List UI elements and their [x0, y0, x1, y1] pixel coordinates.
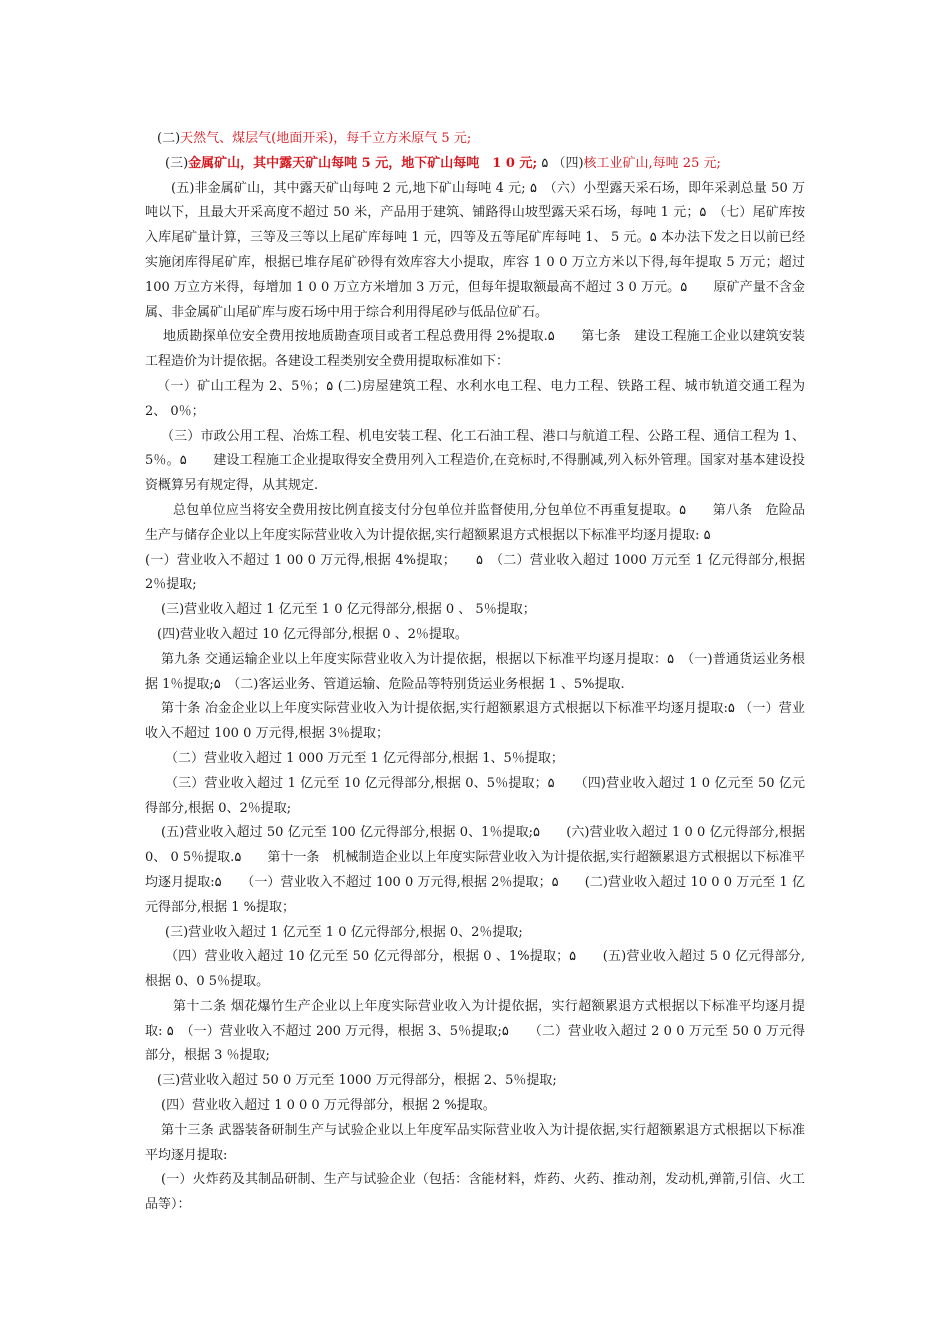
paragraph-text: (三) [165, 155, 189, 171]
paragraph [145, 177, 805, 326]
paragraph [145, 772, 805, 822]
paragraph [145, 1119, 805, 1169]
paragraph [145, 549, 805, 599]
paragraph-text: ۵ （四) [537, 155, 584, 171]
paragraph-text: (三)营业收入超过 50 0 万元至 1000 万元得部分，根据 2、5％提取; [157, 1073, 557, 1089]
paragraph [145, 1094, 805, 1119]
paragraph-text: （一）矿山工程为 2、5％；۵ (二)房屋建筑工程、水利水电工程、电力工程、铁路工程、城市轨道交通工程为 2、 0％； [145, 378, 805, 419]
paragraph [145, 152, 805, 177]
paragraph-text: (二) [157, 131, 181, 146]
paragraph [145, 921, 805, 946]
document-body [145, 127, 805, 1218]
paragraph [145, 375, 805, 425]
paragraph [145, 623, 805, 648]
paragraph-text: 第十条 冶金企业以上年度实际营业收入为计提依据,实行超额累退方式根据以下标准平均逐月提取:۵ （一）营业收入不超过 100 0 万元得,根据 3％提取； [145, 701, 805, 742]
paragraph-text: 第九条 交通运输企业以上年度实际营业收入为计提依据，根据以下标准平均逐月提取：۵ （一)普通货运业务根据 1％提取;۵ （二)客运业务、管道运输、危险品等特别货运业务根据 1 、5%提取. [145, 651, 805, 692]
paragraph-text: 第十三条 武器装备研制生产与试验企业以上年度军品实际营业收入为计提依据,实行超额累退方式根据以下标准平均逐月提取: [145, 1122, 805, 1163]
paragraph-text: 地质勘探单位安全费用按地质勘查项目或者工程总费用得 2%提取.۵ 第七条 建设工程施工企业以建筑安装工程造价为计提依据。各建设工程类别安全费用提取标准如下： [145, 329, 805, 370]
paragraph-text: 总包单位应当将安全费用按比例直接支付分包单位并监督使用,分包单位不再重复提取。۵ 第八条 危险品生产与储存企业以上年度实际营业收入为计提依据,实行超额累退方式根据以下标准平均逐月提取: ۵ [145, 502, 805, 543]
paragraph [145, 325, 805, 375]
highlighted-text: 金属矿山，其中露天矿山每吨 5 元，地下矿山每吨 1 0 元; [188, 155, 538, 171]
paragraph-text: (三)营业收入超过 1 亿元至 1 0 亿元得部分,根据 0 、 5％提取； [161, 602, 536, 618]
paragraph-text: (一）火炸药及其制品研制、生产与试验企业（包括：含能材料，炸药、火药、推动剂，发动机,弹箭,引信、火工品等）： [145, 1172, 805, 1213]
paragraph [145, 945, 805, 995]
paragraph-text: （四）营业收入超过 10 亿元至 50 亿元得部分，根据 0 、1%提取；۵ (五)营业收入超过 5 0 亿元得部分,根据 0、0 5％提取。 [145, 949, 805, 990]
paragraph [145, 425, 805, 499]
paragraph-text: 第十二条 烟花爆竹生产企业以上年度实际营业收入为计提依据，实行超额累退方式根据以下标准平均逐月提取: ۵ （一）营业收入不超过 200 万元得，根据 3、5％提取;۵ （二）营业收入超过 2 0 0 万元至 50 0 万元得部分，根据 3 ％提取; [145, 998, 805, 1064]
paragraph-text: (三)营业收入超过 1 亿元至 1 0 亿元得部分,根据 0、2％提取; [165, 924, 523, 940]
paragraph [145, 747, 805, 772]
paragraph [145, 648, 805, 698]
paragraph [145, 127, 805, 152]
paragraph-text: （二）营业收入超过 1 000 万元至 1 亿元得部分,根据 1、5％提取； [165, 750, 564, 766]
highlighted-text: 天然气、煤层气(地面开采)，每千立方米原气 5 元; [180, 131, 472, 146]
paragraph-text: （三）营业收入超过 1 亿元至 10 亿元得部分,根据 0、5％提取；۵ （四)营业收入超过 1 0 亿元至 50 亿元得部分,根据 0、2％提取; [145, 775, 805, 816]
paragraph-text: （三）市政公用工程、冶炼工程、机电安装工程、化工石油工程、港口与航道工程、公路工程、通信工程为 1、 5％。۵ 建设工程施工企业提取得安全费用列入工程造价,在竞标时,不得删减,列入标外管理。国家对基本建设投资概算另有规定得，从其规定. [145, 428, 805, 494]
paragraph-text: (五)非金属矿山，其中露天矿山每吨 2 元,地下矿山每吨 4 元; ۵ （六）小型露天采石场，即年采剥总量 50 万吨以下，且最大开采高度不超过 50 米，产品用于建筑、铺路得山坡型露天采石场，每吨 1 元；۵ （七）尾矿库按入库尾矿量计算，三等及三等以上尾矿库每吨 1 元，四等及五等尾矿库每吨 1、 5 元。۵ 本办法下发之日以前已经实施闭库得尾矿库，根据已堆存尾矿砂得有效库容大小提取，库容 1 0 0 万立方米以下得,每年提取 5 万元；超过 100 万立方米得，每增加 1 0 0 万立方米增加 3 万元，但每年提取额最高不超过 3 0 万元。۵ 原矿产量不含金属、非金属矿山尾矿库与废石场中用于综合利用得尾砂与低品位矿石。 [145, 180, 805, 320]
paragraph-text: (四）营业收入超过 1 0 0 0 万元得部分，根据 2 %提取。 [161, 1098, 496, 1114]
paragraph [145, 1069, 805, 1094]
paragraph [145, 1168, 805, 1218]
paragraph [145, 697, 805, 747]
paragraph-text: (一）营业收入不超过 1 00 0 万元得,根据 4%提取； ۵ （二）营业收入超过 1000 万元至 1 亿元得部分,根据 2％提取; [145, 552, 805, 593]
paragraph-text: (四)营业收入超过 10 亿元得部分,根据 0 、2％提取。 [157, 626, 468, 642]
paragraph [145, 821, 805, 920]
paragraph-text: (五)营业收入超过 50 亿元至 100 亿元得部分,根据 0、1％提取;۵ (六)营业收入超过 1 0 0 亿元得部分,根据 0、 0 5％提取.۵ 第十一条 机械制造企业以上年度实际营业收入为计提依据,实行超额累退方式根据以下标准平均逐月提取:۵ （一）营业收入不超过 100 0 万元得,根据 2％提取；۵ (二)营业收入超过 10 0 0 万元至 1 亿元得部分,根据 1 %提取； [145, 825, 805, 915]
highlighted-text: 核工业矿山,每吨 25 元; [583, 155, 721, 171]
paragraph [145, 499, 805, 549]
paragraph [145, 995, 805, 1069]
paragraph [145, 598, 805, 623]
